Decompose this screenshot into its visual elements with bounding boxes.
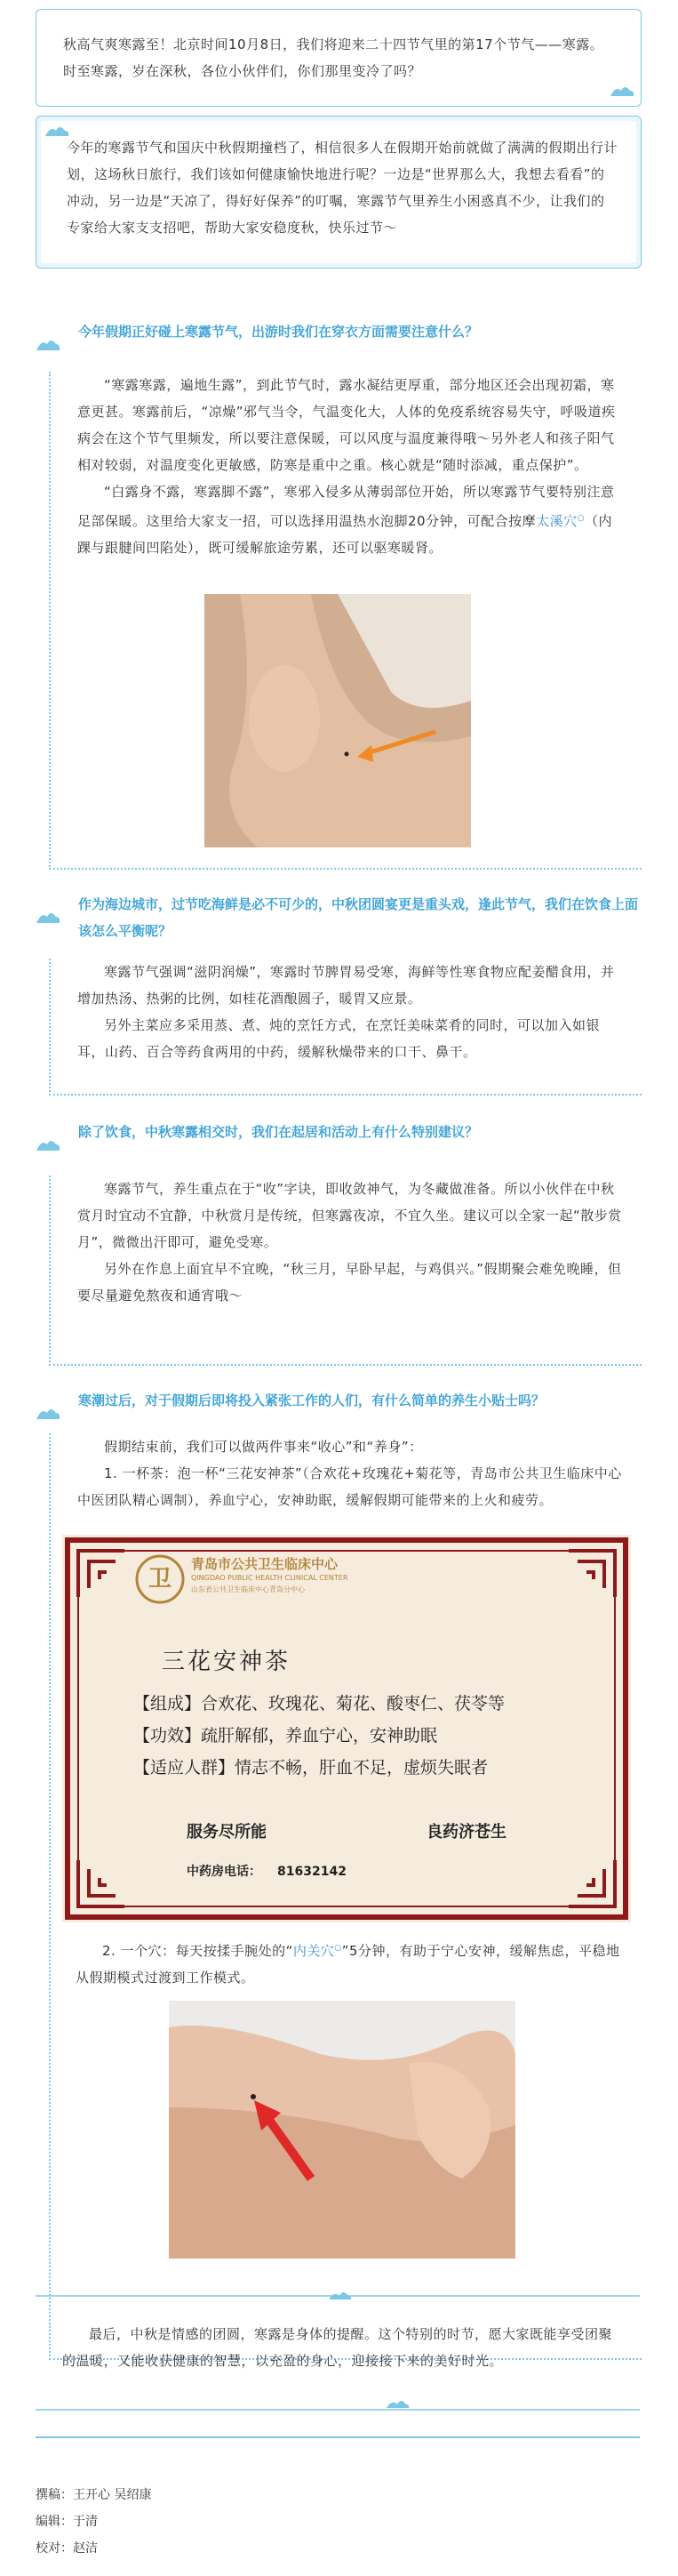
tea-info <box>133 1688 505 1784</box>
answer-paragraph: 1. 一杯茶：泡一杯“三花安神茶”（合欢花+玫瑰花+菊花等，青岛市公共卫生临床中心中医团队精心调制），养血宁心，安神助眠，缓解假期可能带来的上火和疲劳。 <box>77 1465 622 1508</box>
answer-paragraph: 另外在作息上面宜早不宜晚，“秋三月，早卧早起，与鸡俱兴。”假期聚会难免晚睡，但要尽量避免熬夜和通宵哦～ <box>77 1261 622 1304</box>
cloud-icon <box>36 909 60 925</box>
answer-paragraph-wrap <box>76 1935 622 1991</box>
cloud-icon <box>36 1136 60 1152</box>
divider <box>36 2401 640 2419</box>
credit-editor: 编辑：于清 <box>36 2515 98 2529</box>
cloud-icon <box>609 84 635 102</box>
answer-paragraph: 2. 一个穴：每天按揉手腕处的“内关穴○”5分钟，有助于宁心安神，缓解焦虑，平稳地从假期模式过渡到工作模式。 <box>76 1943 620 1986</box>
tea-name: 三花安神茶 <box>162 1649 291 1675</box>
question-text: 除了饮食，中秋寒露相交时，我们在起居和活动上有什么特别建议？ <box>78 1124 479 1140</box>
info-row: 【适应人群】情志不畅，肝血不足，虚烦失眠者 <box>133 1758 489 1778</box>
credit-proofreader: 校对：赵洁 <box>36 2541 98 2556</box>
answer-paragraph: 假期结束前，我们可以做两件事来“收心”和“养身”： <box>104 1439 423 1455</box>
intro-box <box>36 9 642 107</box>
question-text: 寒潮过后，对于假期后即将投入紧张工作的人们，有什么简单的养生小贴士吗？ <box>78 1392 546 1408</box>
intro-paragraph: 秋高气爽寒露至！北京时间10月8日，我们将迎来二十四节气里的第17个节气——寒露。时至寒露，岁在深秋，各位小伙伴们，你们那里变冷了吗？ <box>63 36 604 79</box>
search-icon: ○ <box>577 514 585 523</box>
question-text: 作为海边城市，过节吃海鲜是必不可少的，中秋团圆宴更是重头戏，逢此节气，我们在饮食上面该怎么平衡呢？ <box>78 896 639 939</box>
answer-paragraph: 另外主菜应多采用蒸、煮、炖的烹饪方式，在烹饪美味菜肴的同时，可以加入如银耳，山药、百合等药食两用的中药，缓解秋燥带来的口干、鼻干。 <box>77 1017 601 1060</box>
outro <box>62 2321 613 2374</box>
acupoint-link[interactable]: 内关穴 <box>292 1943 335 1959</box>
search-icon: ○ <box>334 1944 342 1953</box>
answer-section <box>49 1176 642 1366</box>
org-name: 青岛市公共卫生临床中心 <box>191 1556 339 1572</box>
answer-paragraph: 寒露节气，养生重点在于“收”字诀，即收敛神气，为冬藏做准备。所以小伙伴在中秋赏月时宜动不宜静，中秋赏月是传统，但寒露夜凉，不宜久坐。建议可以全家一起“散步赏月”，微微出汗即可，避免受寒。 <box>77 1181 622 1250</box>
acupoint-link[interactable]: 太溪穴 <box>536 513 578 529</box>
motto-right: 良药济苍生 <box>427 1823 507 1842</box>
wrist-image <box>169 2001 515 2259</box>
tea-card <box>62 1535 631 1922</box>
answer-paragraph: “寒露寒露，遍地生露”，到此节气时，露水凝结更厚重，部分地区还会出现初霜，寒意更甚。寒露前后，“凉燥”邪气当令，气温变化大，人体的免疫系统容易失守，呼吸道疾病会在这个节气里频发，所以要注意保暖，可以风度与温度兼得哦～另外老人和孩子阳气相对较弱，对温度变化更敏感，防寒是重中之重。核心就是“随时添减，重点保护”。 <box>77 377 616 473</box>
info-row: 【功效】疏肝解郁，养血宁心，安神助眠 <box>133 1726 438 1745</box>
intro-paragraph-2: 今年的寒露节气和国庆中秋假期撞档了，相信很多人在假期开始前就做了满满的假期出行计划，这场秋日旅行，我们该如何健康愉快地进行呢？一边是“世界那么大，我想去看看”的冲动，另一边是“天凉了，得好好保养”的叮嘱，寒露节气里养生小困惑真不少，让我们的专家给大家支支招吧，帮助大家安稳度秋，快乐过节～ <box>67 140 618 236</box>
hospital-logo: 卫 <box>148 1566 171 1593</box>
cloud-icon <box>36 336 60 352</box>
org-english: QINGDAO PUBLIC HEALTH CLINICAL CENTER <box>191 1574 348 1582</box>
question-heading <box>36 891 649 953</box>
cloud-icon <box>36 1405 60 1421</box>
intro-box-2 <box>36 116 642 269</box>
info-row: 【组成】合欢花、玫瑰花、菊花、酸枣仁、茯苓等 <box>133 1694 506 1713</box>
outro-paragraph: 最后，中秋是情感的团圆，寒露是身体的提醒。这个特别的时节，愿大家既能享受团聚的温暖，又能收获健康的智慧，以充盈的身心，迎接接下来的美好时光。 <box>62 2326 613 2369</box>
org-sub: 山东省公共卫生临床中心青岛分中心 <box>191 1585 305 1593</box>
credit-writers: 撰稿：王开心 吴绍康 <box>36 2488 152 2502</box>
answer-paragraph: “白露身不露，寒露脚不露”，寒邪入侵多从薄弱部位开始，所以寒露节气要特别注意足部保暖。这里给大家支一招，可以选择用温热水泡脚20分钟，可配合按摩太溪穴○（内踝与跟腱间凹陷处），既可缓解旅途劳累，还可以驱寒暖肾。 <box>77 484 615 556</box>
question-text: 今年假期正好碰上寒露节气，出游时我们在穿衣方面需要注意什么？ <box>78 324 479 340</box>
foot-image <box>204 594 471 847</box>
cloud-icon <box>44 124 70 142</box>
answer-paragraph: 寒露节气强调“滋阴润燥”，寒露时节脾胃易受寒，海鲜等性寒食物应配姜醋食用，并增加热汤、热粥的比例，如桂花酒酿圆子，暖胃又应景。 <box>77 964 615 1007</box>
answer-section <box>49 959 642 1095</box>
divider-line <box>36 2436 640 2438</box>
phone-row: 中药房电话： 81632142 <box>187 1865 347 1879</box>
divider <box>36 2287 640 2305</box>
motto-left: 服务尽所能 <box>187 1823 267 1842</box>
question-heading <box>36 1119 649 1181</box>
